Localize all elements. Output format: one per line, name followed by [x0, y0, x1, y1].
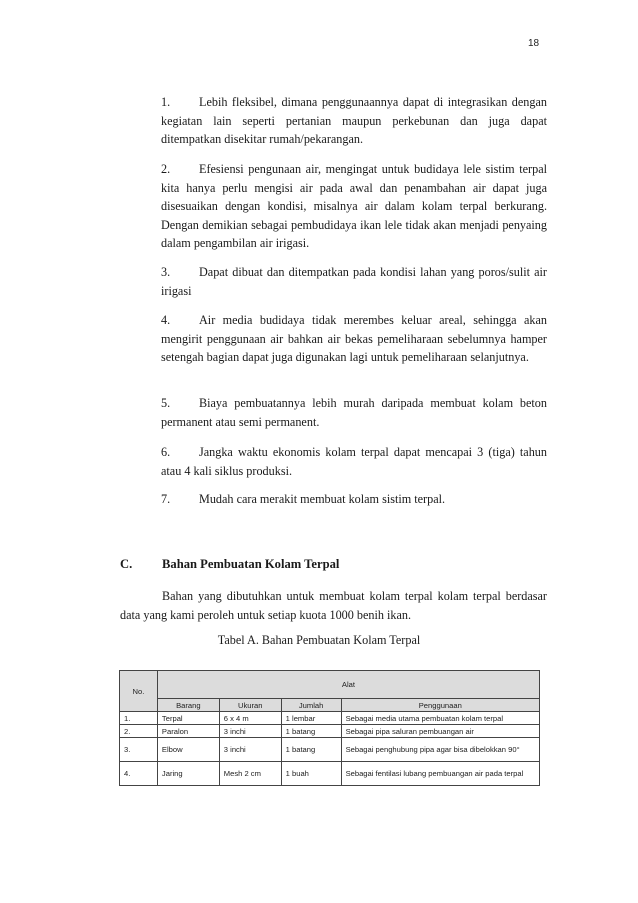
- cell-jumlah: 1 batang: [281, 725, 341, 738]
- cell-ukuran: 6 x 4 m: [219, 712, 281, 725]
- list-item-number: 7.: [161, 492, 171, 506]
- list-item-number: 3.: [161, 265, 171, 279]
- table-row: [120, 712, 540, 725]
- page-number: 18: [528, 38, 540, 49]
- cell-jumlah: 1 lembar: [281, 712, 341, 725]
- table-row: [120, 738, 540, 762]
- list-item-text: Lebih fleksibel, dimana penggunaannya dapat di integrasikan dengan kegiatan lain seperti pertanian maupun perkebunan dan juga dapat ditempatkan disekitar rumah/pekarangan.: [161, 95, 547, 147]
- table-header-row: [120, 671, 540, 699]
- cell-ukuran: 3 inchi: [219, 725, 281, 738]
- table-subheader-row: [120, 699, 540, 712]
- cell-penggunaan: Sebagai fentilasi lubang pembuangan air pada terpal: [341, 762, 539, 786]
- subheader-penggunaan: Penggunaan: [341, 699, 539, 712]
- list-item-text: Dapat dibuat dan ditempatkan pada kondisi lahan yang poros/sulit air irigasi: [161, 265, 547, 298]
- list-item-number: 2.: [161, 162, 171, 176]
- list-item-number: 1.: [161, 95, 171, 109]
- list-item-text: Jangka waktu ekonomis kolam terpal dapat mencapai 3 (tiga) tahun atau 4 kali siklus produksi.: [161, 445, 547, 478]
- table-caption: Tabel A. Bahan Pembuatan Kolam Terpal: [217, 633, 421, 647]
- cell-barang: Jaring: [157, 762, 219, 786]
- list-item: [161, 160, 547, 253]
- list-item-number: 6.: [161, 445, 171, 459]
- materials-table: [119, 670, 540, 786]
- section-title: Bahan Pembuatan Kolam Terpal: [162, 557, 340, 571]
- cell-jumlah: 1 batang: [281, 738, 341, 762]
- cell-barang: Paralon: [157, 725, 219, 738]
- cell-barang: Terpal: [157, 712, 219, 725]
- header-no: No.: [120, 671, 158, 712]
- cell-jumlah: 1 buah: [281, 762, 341, 786]
- list-item: [161, 443, 547, 480]
- cell-no: 4.: [120, 762, 158, 786]
- cell-no: 3.: [120, 738, 158, 762]
- table-row: [120, 725, 540, 738]
- list-item-text: Efesiensi pengunaan air, mengingat untuk budidaya lele sistim terpal kita hanya perlu mengisi air pada awal dan penambahan air dapat juga disesuaikan dengan kondisi, misalnya air dalam kolam terpal berkurang. Dengan demikian sebagai pembudidaya ikan lele tidak akan menjadi penyaing dalam pengambilan air irigasi.: [161, 162, 547, 251]
- list-item-text: Mudah cara merakit membuat kolam sistim terpal.: [199, 492, 446, 506]
- list-item-number: 5.: [161, 396, 171, 410]
- list-item-text: Biaya pembuatannya lebih murah daripada membuat kolam beton permanent atau semi permanent.: [161, 396, 547, 429]
- subheader-ukuran: Ukuran: [219, 699, 281, 712]
- list-item: [161, 263, 547, 300]
- cell-ukuran: Mesh 2 cm: [219, 762, 281, 786]
- cell-no: 1.: [120, 712, 158, 725]
- section-paragraph-text: Bahan yang dibutuhkan untuk membuat kolam terpal kolam terpal berdasar data yang kami peroleh untuk setiap kuota 1000 benih ikan.: [120, 589, 547, 622]
- cell-penggunaan: Sebagai penghubung pipa agar bisa dibelokkan 90°: [341, 738, 539, 762]
- list-item-text: Air media budidaya tidak merembes keluar areal, sehingga akan mengirit penggunaan air bahkan air bekas pemeliharaan sebelumnya hamper setengah bagian dapat juga digunakan lagi untuk pemeliharaan selanjutnya.: [161, 313, 547, 365]
- cell-ukuran: 3 inchi: [219, 738, 281, 762]
- list-item: [161, 394, 547, 431]
- section-letter: C.: [120, 557, 133, 571]
- list-item-number: 4.: [161, 313, 171, 327]
- header-alat: Alat: [157, 671, 539, 699]
- list-item: [161, 490, 547, 509]
- table-row: [120, 762, 540, 786]
- cell-no: 2.: [120, 725, 158, 738]
- subheader-jumlah: Jumlah: [281, 699, 341, 712]
- cell-penggunaan: Sebagai pipa saluran pembuangan air: [341, 725, 539, 738]
- list-item: [161, 311, 547, 367]
- subheader-barang: Barang: [157, 699, 219, 712]
- section-paragraph: [120, 587, 547, 624]
- cell-penggunaan: Sebagai media utama pembuatan kolam terpal: [341, 712, 539, 725]
- list-item: [161, 93, 547, 149]
- cell-barang: Elbow: [157, 738, 219, 762]
- section-heading: [120, 557, 339, 572]
